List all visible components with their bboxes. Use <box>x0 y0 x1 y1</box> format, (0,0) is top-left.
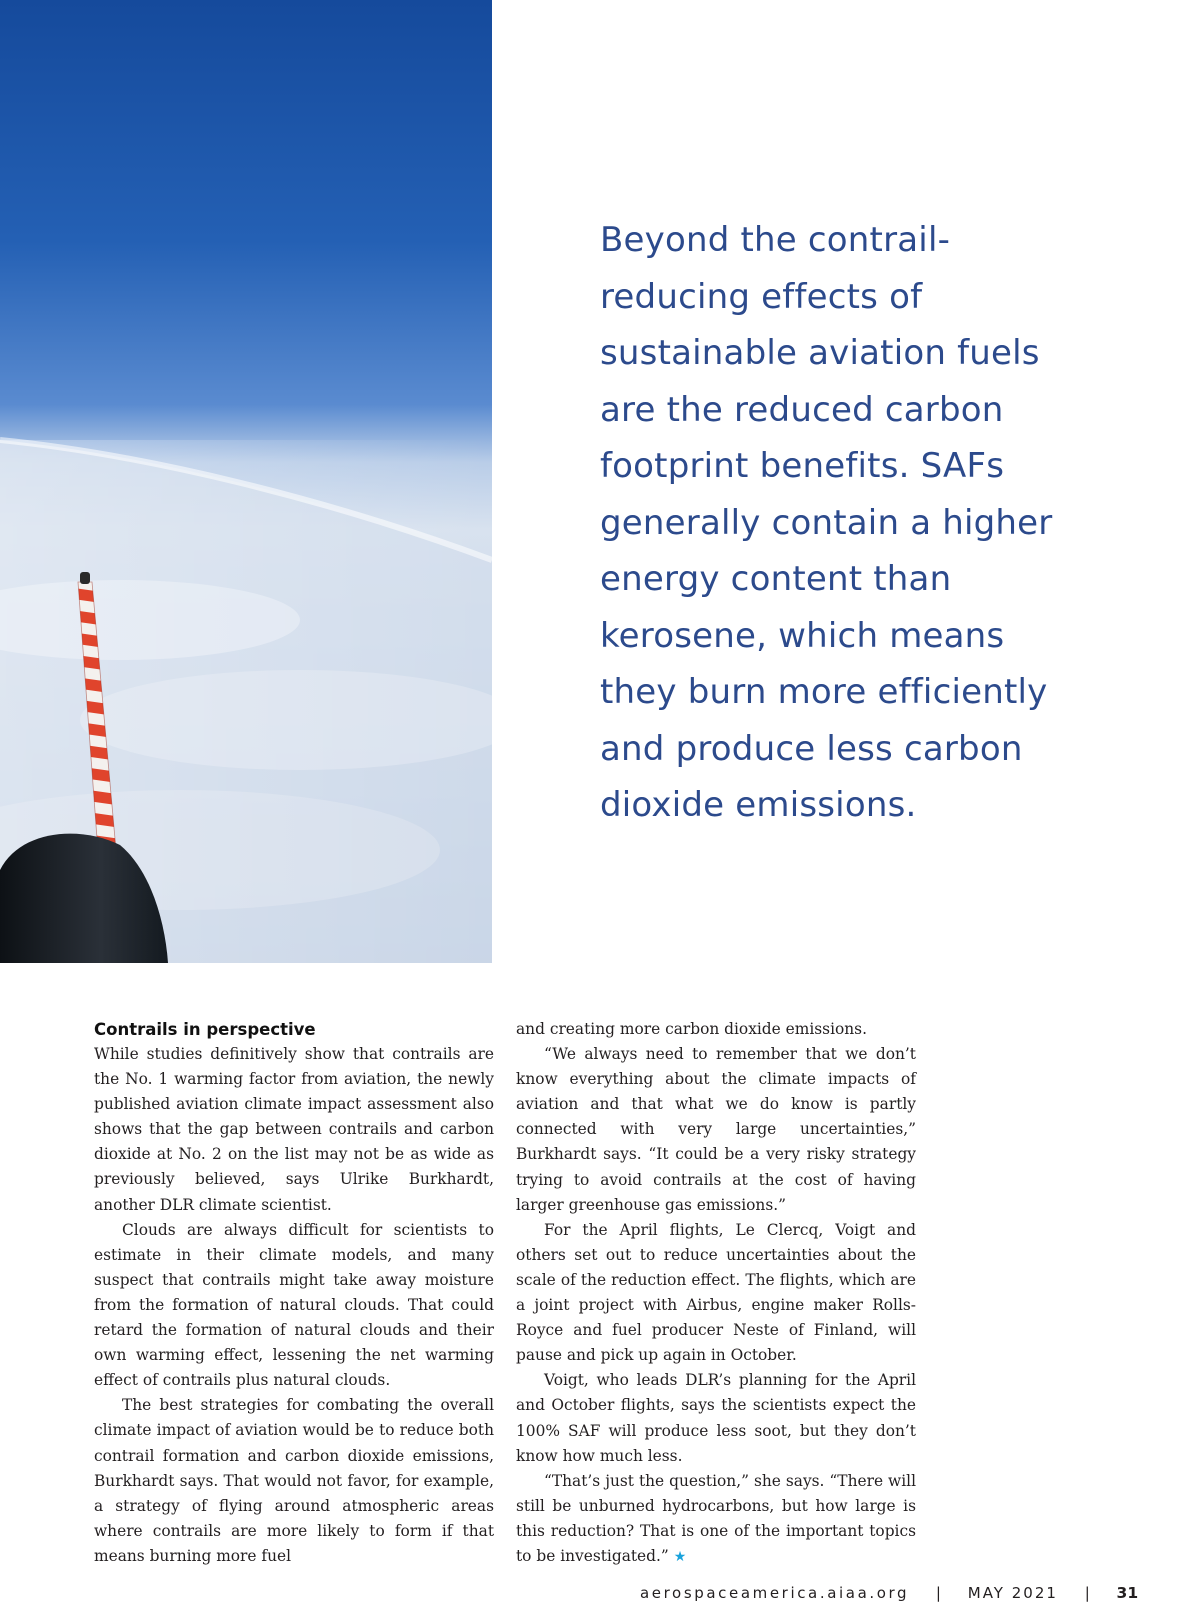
closing-paragraph <box>516 1469 916 1570</box>
pull-quote-line: energy content than <box>600 559 952 599</box>
body-paragraph: Clouds are always difficult for scientists to estimate in their climate models, and many suspect that contrails might take away moisture from the formation of natural clouds. That could retard the formation of natural clouds and their own warming effect, lessening the net warming effect of contrails plus natural clouds. <box>94 1220 494 1390</box>
footer-issue-date: MAY 2021 <box>967 1583 1058 1602</box>
sky-boom-illustration <box>0 0 492 963</box>
end-mark-star-icon: ★ <box>673 1548 687 1565</box>
section-subhead: Contrails in perspective <box>94 1020 316 1039</box>
footer-separator: | <box>935 1583 941 1602</box>
page-footer <box>640 1583 1139 1607</box>
closing-text: “That’s just the question,” she says. “There will still be unburned hydrocarbons, but how large is this reduction? That is one of the important topics to be investigated.” <box>516 1471 916 1565</box>
pull-quote-line: reducing effects of <box>600 276 923 317</box>
body-paragraph: For the April flights, Le Clercq, Voigt and others set out to reduce uncertainties about the scale of the reduction effect. The flights, which are a joint project with Airbus, engine maker Rolls-Royce and fuel producer Neste of Finland, will pause and pick up again in October. <box>516 1220 916 1365</box>
pull-quote-line: generally contain a higher <box>600 502 1053 543</box>
footer-separator: | <box>1084 1583 1090 1602</box>
article-column-left <box>94 1017 494 1569</box>
pull-quote-line: footprint benefits. SAFs <box>600 446 1005 486</box>
contrail-photo <box>0 0 492 963</box>
pull-quote-line: are the reduced carbon <box>600 389 1004 430</box>
body-paragraph: “We always need to remember that we don’t know everything about the climate impacts of aviation and that what we do know is partly connected with very large uncertainties,” Burkhardt says. “It could be a very risky strategy trying to avoid contrails at the cost of having larger greenhouse gas emissions.” <box>516 1045 916 1214</box>
pull-quote-line: they burn more efficiently <box>600 672 1048 712</box>
article-column-right <box>516 1017 916 1570</box>
pull-quote-line: and produce less carbon <box>600 728 1023 769</box>
page-number: 31 <box>1116 1583 1139 1602</box>
body-paragraph: While studies definitively show that contrails are the No. 1 warming factor from aviation, the newly published aviation climate impact assessment also shows that the gap between contrails and carbon dioxide at No. 2 on the list may not be as wide as previously believed, says Ulrike Burkhardt, another DLR climate scientist. <box>94 1045 494 1214</box>
footer-site-url[interactable]: aerospaceamerica.aiaa.org <box>640 1583 910 1602</box>
pull-quote-line: Beyond the contrail- <box>600 220 951 260</box>
body-paragraph: Voigt, who leads DLR’s planning for the April and October flights, says the scientists expect the 100% SAF will produce less soot, but they don’t know how much less. <box>516 1371 916 1465</box>
pull-quote <box>600 212 1120 834</box>
pull-quote-line: dioxide emissions. <box>600 785 917 825</box>
pull-quote-line: sustainable aviation fuels <box>600 333 1040 373</box>
body-paragraph-continued: and creating more carbon dioxide emissions. <box>516 1020 867 1038</box>
body-paragraph: The best strategies for combating the overall climate impact of aviation would be to reduce both contrail formation and carbon dioxide emissions, Burkhardt says. That would not favor, for example, a strategy of flying around atmospheric areas where contrails are more likely to form if that means burning more fuel <box>94 1396 494 1565</box>
pull-quote-line: kerosene, which means <box>600 615 1005 656</box>
